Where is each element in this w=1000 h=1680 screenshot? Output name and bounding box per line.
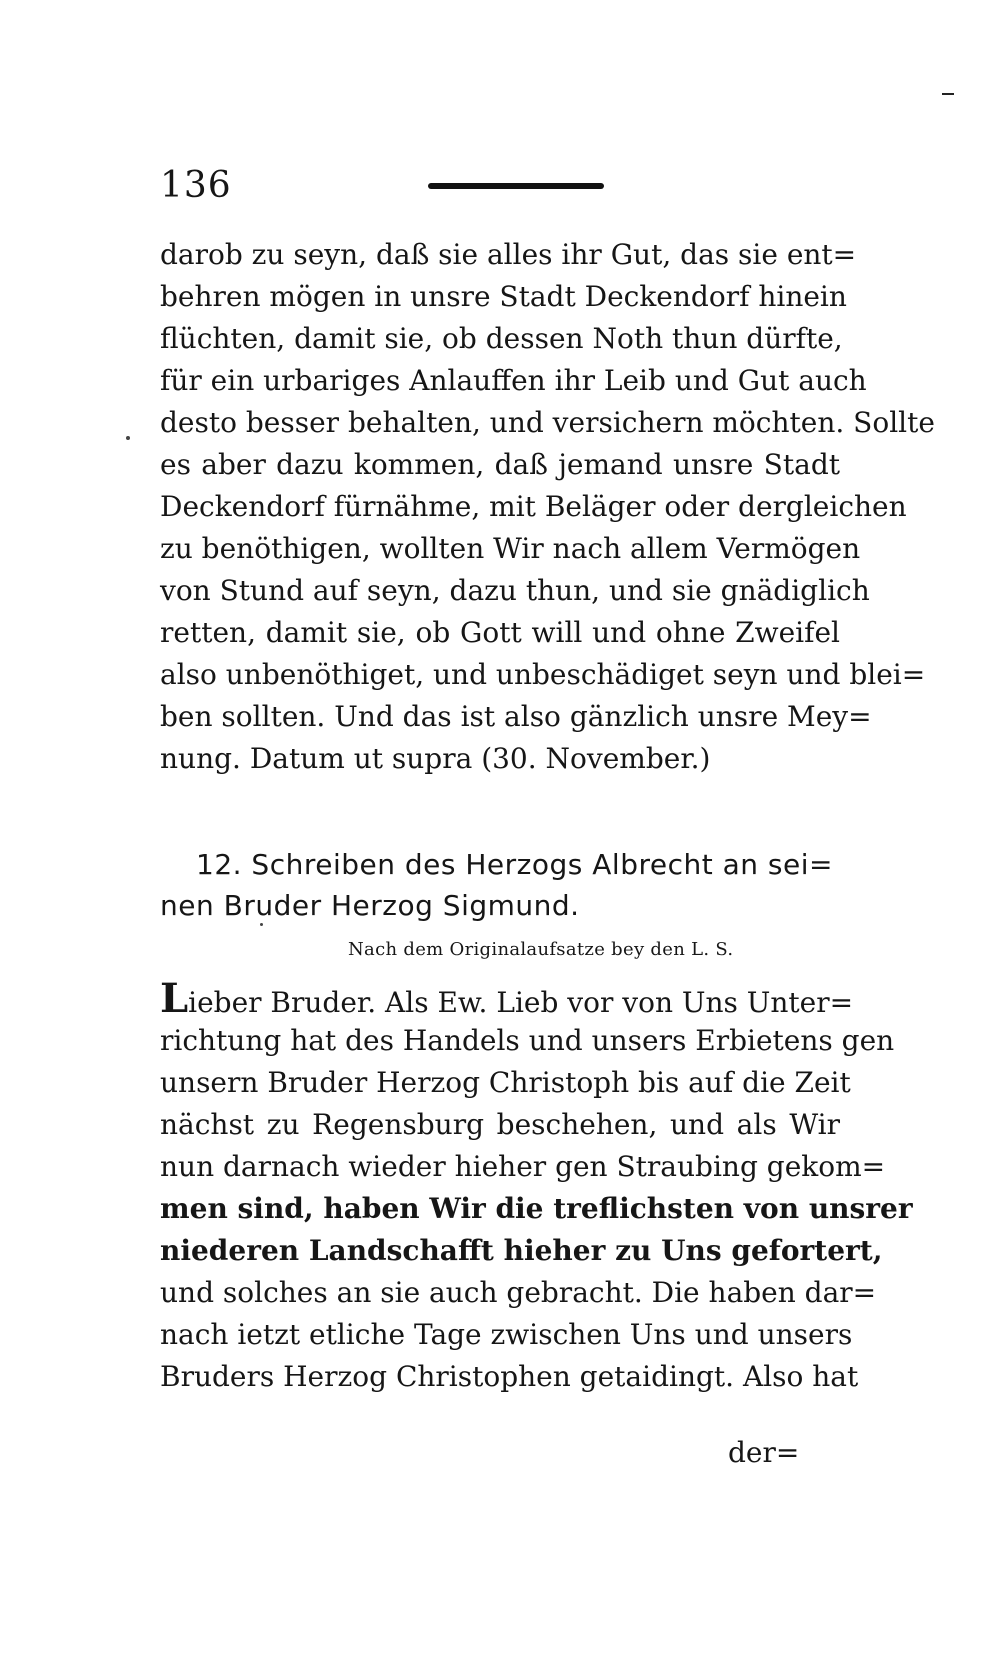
text-line: nach ietzt etliche Tage zwischen Uns und unsers — [160, 1318, 853, 1351]
text-line: richtung hat des Handels und unsers Erbietens gen — [160, 1024, 895, 1057]
text-line: von Stund auf seyn, dazu thun, und sie gnädiglich — [160, 574, 870, 607]
text-line: für ein urbariges Anlauffen ihr Leib und Gut auch — [160, 364, 867, 397]
source-note: Nach dem Originalaufsatze bey den L. S. — [348, 939, 734, 960]
text-line: darob zu seyn, daß sie alles ihr Gut, das sie ent= — [160, 238, 857, 271]
initial-letter: L — [160, 975, 189, 1022]
scan-speck — [126, 436, 130, 440]
scan-speck — [260, 923, 263, 926]
text-line: zu benöthigen, wollten Wir nach allem Vermögen — [160, 532, 861, 565]
text-line: niederen Landschafft hieher zu Uns gefortert, — [160, 1234, 883, 1267]
text-line: Bruders Herzog Christophen getaidingt. Also hat — [160, 1360, 859, 1393]
text-line-rest: ieber Bruder. Als Ew. Lieb vor von Uns Unter= — [188, 986, 854, 1019]
page-number: 136 — [160, 165, 232, 206]
text-line: flüchten, damit sie, ob dessen Noth thun dürfte, — [160, 322, 843, 355]
text-line — [160, 975, 854, 1022]
text-line: unsern Bruder Herzog Christoph bis auf die Zeit — [160, 1066, 851, 1099]
text-line: nun darnach wieder hieher gen Straubing gekom= — [160, 1150, 886, 1183]
text-line: und solches an sie auch gebracht. Die haben dar= — [160, 1276, 877, 1309]
text-line: behren mögen in unsre Stadt Deckendorf hinein — [160, 280, 847, 313]
header-rule — [428, 183, 604, 189]
text-line: Deckendorf fürnähme, mit Beläger oder dergleichen — [160, 490, 907, 523]
text-line: also unbenöthiget, und unbeschädiget seyn und blei= — [160, 658, 926, 691]
text-line: nung. Datum ut supra (30. November.) — [160, 742, 711, 775]
text-line: nächst zu Regensburg beschehen, und als Wir — [160, 1108, 840, 1141]
text-line: desto besser behalten, und versichern möchten. Sollte — [160, 406, 935, 439]
text-line: es aber dazu kommen, daß jemand unsre Stadt — [160, 448, 840, 481]
text-line: retten, damit sie, ob Gott will und ohne Zweifel — [160, 616, 840, 649]
section-heading-line: nen Bruder Herzog Sigmund. — [160, 889, 580, 922]
catchword: der= — [728, 1436, 800, 1469]
section-heading-line: 12. Schreiben des Herzogs Albrecht an sei= — [196, 848, 833, 881]
scan-edge-mark — [942, 93, 954, 95]
text-line: men sind, haben Wir die treflichsten von unsrer — [160, 1192, 913, 1225]
text-line: ben sollten. Und das ist also gänzlich unsre Mey= — [160, 700, 872, 733]
